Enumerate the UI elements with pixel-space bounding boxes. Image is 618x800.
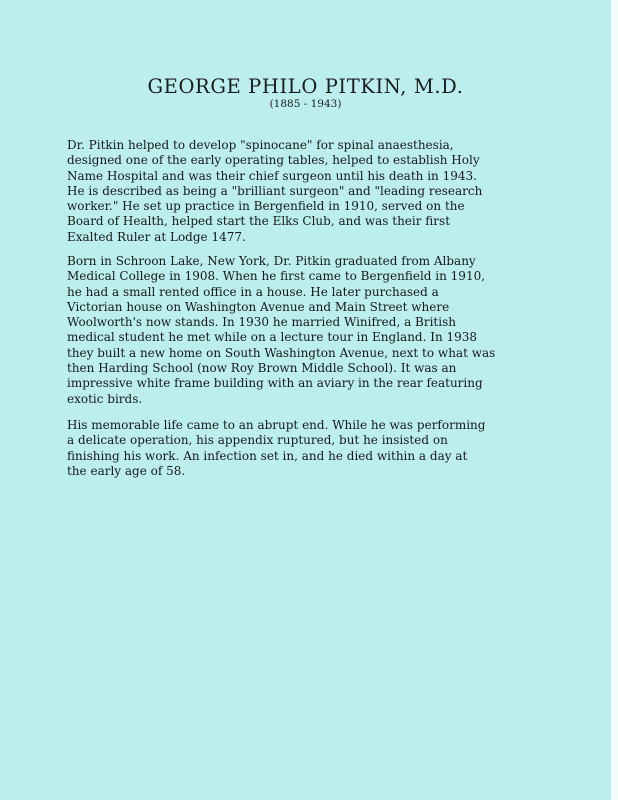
text-line: His memorable life came to an abrupt end. While he was performing — [67, 418, 486, 432]
text-line: Born in Schroon Lake, New York, Dr. Pitkin graduated from Albany — [67, 254, 476, 268]
text-line: medical student he met while on a lecture tour in England. In 1938 — [67, 330, 478, 345]
text-line: worker." He set up practice in Bergenfield in 1910, served on the — [67, 199, 465, 214]
text-line: Dr. Pitkin helped to develop "spinocane" for spinal anaesthesia, — [67, 138, 454, 152]
text-line: Board of Health, helped start the Elks Club, and was their first — [67, 214, 451, 229]
life-dates: (1885 - 1943) — [269, 98, 342, 110]
text-line: they built a new home on South Washington Avenue, next to what was — [67, 345, 496, 360]
document-title: GEORGE PHILO PITKIN, M.D. — [147, 75, 464, 98]
text-line: exotic birds. — [67, 391, 143, 406]
text-line: He is described as being a "brilliant surgeon" and "leading research — [67, 183, 483, 198]
text-line: he had a small rented office in a house. He later purchased a — [67, 284, 439, 299]
text-line: designed one of the early operating tables, helped to establish Holy — [67, 153, 480, 168]
paragraph-death — [67, 418, 607, 479]
text-line: Name Hospital and was their chief surgeon until his death in 1943. — [67, 168, 477, 183]
paragraph-biography — [67, 254, 607, 407]
text-line: Exalted Ruler at Lodge 1477. — [67, 229, 246, 244]
text-line: impressive white frame building with an aviary in the rear featuring — [67, 376, 483, 391]
text-line: a delicate operation, his appendix ruptured, but he insisted on — [67, 433, 448, 448]
text-line: Medical College in 1908. When he first came to Bergenfield in 1910, — [67, 269, 486, 284]
paragraph-achievements — [67, 138, 607, 245]
text-line: then Harding School (now Roy Brown Middle School). It was an — [67, 361, 457, 376]
scan-edge — [611, 0, 618, 800]
text-line: finishing his work. An infection set in, and he died within a day at — [67, 448, 468, 463]
text-line: the early age of 58. — [67, 463, 186, 478]
text-line: Woolworth's now stands. In 1930 he married Winifred, a British — [67, 315, 456, 330]
text-line: Victorian house on Washington Avenue and Main Street where — [67, 299, 450, 314]
